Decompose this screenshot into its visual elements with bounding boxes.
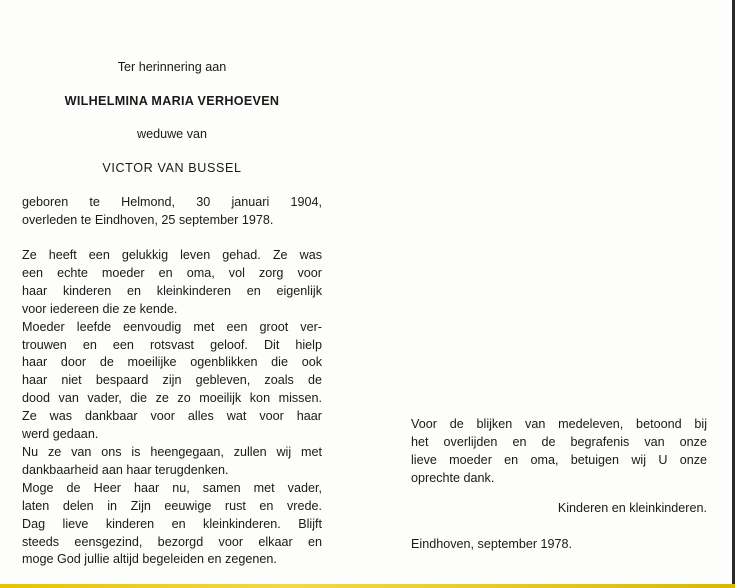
- tribute-line: voor iedereen die ze kende.: [22, 301, 178, 316]
- tribute-line: dankbaarheid aan haar terugdenken.: [22, 462, 229, 477]
- tribute-line: Moge de Heer haar nu, samen met vader,: [22, 480, 322, 495]
- thanks-text: [411, 416, 707, 488]
- intro-text: Ter herinnering aan: [117, 60, 227, 74]
- tribute-line: Moeder leefde eenvoudig met een groot ver-: [22, 319, 322, 334]
- place-date: Eindhoven, september 1978.: [411, 537, 573, 551]
- tribute-line: Dag lieve kinderen en kleinkinderen. Blijft: [22, 516, 322, 531]
- tribute-line: moge God jullie altijd begeleiden en zegenen.: [22, 552, 277, 567]
- tribute-line: Nu ze van ons is heengegaan, zullen wij met: [22, 444, 322, 459]
- tribute-line: haar kinderen en kleinkinderen en eigenlijk: [22, 283, 322, 298]
- tribute-line: Ze heeft een gelukkig leven gehad. Ze was: [22, 248, 322, 262]
- thanks-line: lieve moeder en oma, betuigen wij U onze: [411, 452, 707, 467]
- tribute-line: Ze was dankbaar voor alles wat voor haar: [22, 409, 322, 424]
- thanks-line: Voor de blijken van medeleven, betoond bij: [411, 417, 707, 431]
- signature: Kinderen en kleinkinderen.: [557, 501, 707, 515]
- life-dates: [22, 194, 322, 230]
- tribute-line: trouwen en een rotsvast geloof. Dit hielp: [22, 337, 322, 352]
- tribute-line: haar niet bespaard zijn gebleven, zoals de: [22, 373, 322, 388]
- thanks-line: het overlijden en de begrafenis van onze: [411, 434, 707, 449]
- tribute-line: een echte moeder en oma, vol zorg voor: [22, 265, 322, 280]
- deceased-name: WILHELMINA MARIA VERHOEVEN: [64, 94, 280, 108]
- tribute-line: laten delen in Zijn eeuwige rust en vrede.: [22, 498, 322, 513]
- spouse-name: VICTOR VAN BUSSEL: [102, 161, 242, 175]
- tribute-line: dood van vader, die ze zo moeilijk kon missen.: [22, 391, 322, 406]
- card-bottom-edge: [0, 584, 735, 588]
- death-line: overleden te Eindhoven, 25 september 1978.: [22, 212, 274, 227]
- tribute-line: haar door de moeilijke ogenblikken die ook: [22, 355, 322, 370]
- tribute-line: steeds eensgezind, bezorgd voor elkaar en: [22, 534, 322, 549]
- relation-text: weduwe van: [136, 127, 207, 141]
- tribute-line: werd gedaan.: [22, 427, 99, 442]
- thanks-line: oprechte dank.: [411, 470, 495, 485]
- tribute-text: [22, 247, 322, 569]
- birth-line: geboren te Helmond, 30 januari 1904,: [22, 195, 322, 209]
